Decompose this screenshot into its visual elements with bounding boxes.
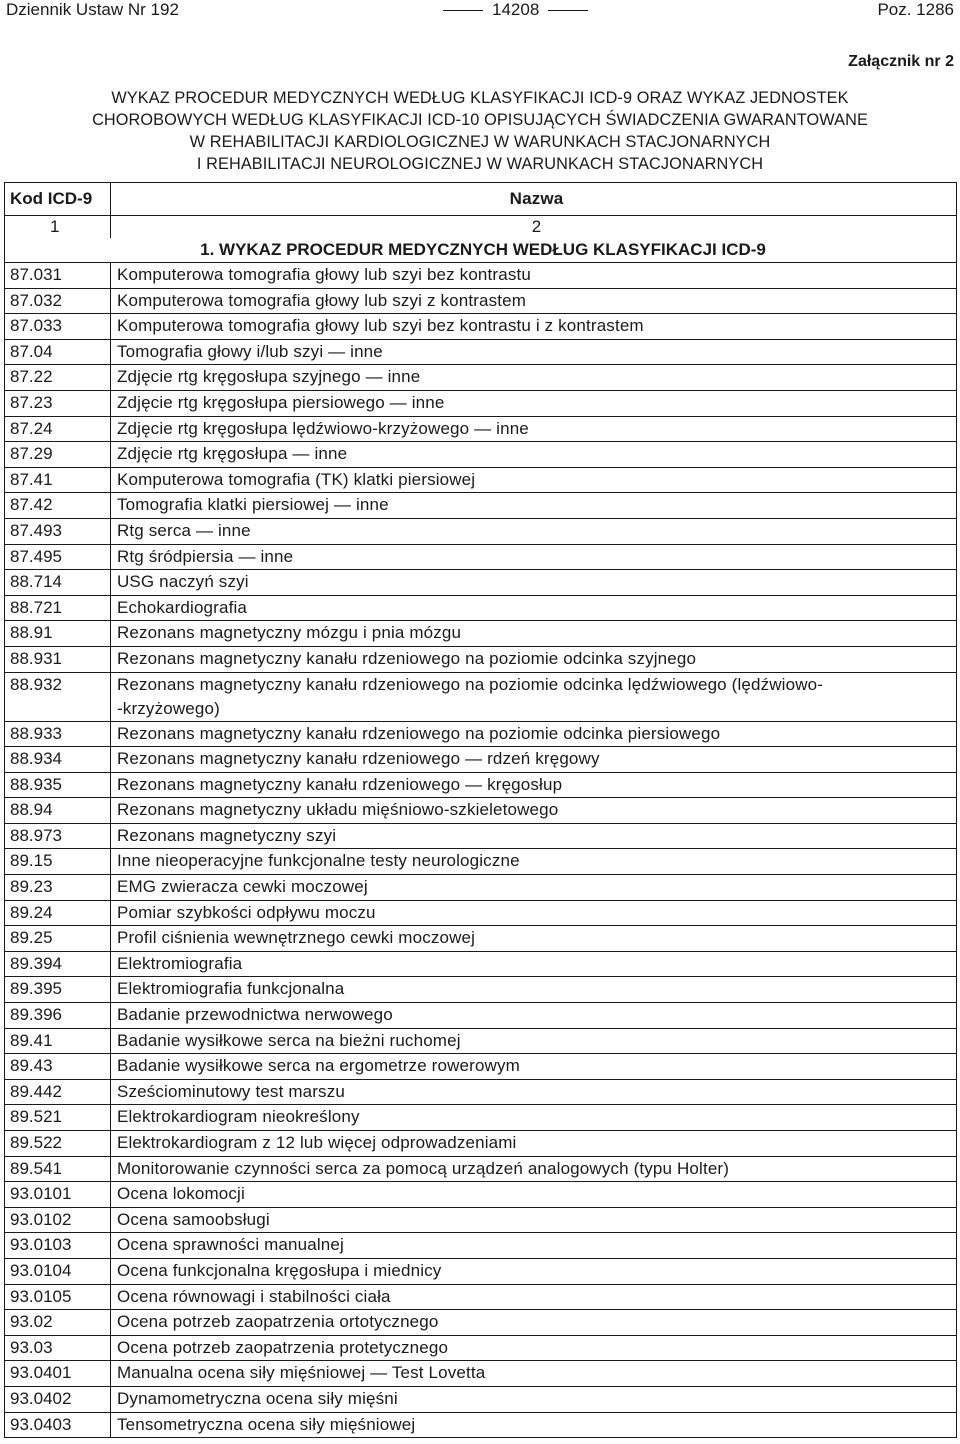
procedure-name: Tomografia głowy i/lub szyi — inne: [111, 339, 957, 365]
procedure-name: Ocena potrzeb zaopatrzenia ortotycznego: [111, 1310, 957, 1336]
table-row: [5, 339, 957, 365]
document-title: [0, 87, 960, 175]
procedure-code: 89.23: [5, 875, 111, 901]
procedure-name: Monitorowanie czynności serca za pomocą urządzeń analogowych (typu Holter): [111, 1156, 957, 1182]
table-row: [5, 1284, 957, 1310]
procedure-name: Komputerowa tomografia głowy lub szyi z kontrastem: [111, 288, 957, 314]
table-row: [5, 1258, 957, 1284]
procedure-code: 87.23: [5, 390, 111, 416]
procedure-code: 93.0402: [5, 1386, 111, 1412]
table-row: [5, 798, 957, 824]
procedure-code: 89.41: [5, 1028, 111, 1054]
procedure-code: 89.24: [5, 900, 111, 926]
procedure-name: Badanie przewodnictwa nerwowego: [111, 1003, 957, 1029]
table-row: [5, 314, 957, 340]
procedure-code: 89.25: [5, 926, 111, 952]
table-row: [5, 1386, 957, 1412]
procedure-name: Rtg serca — inne: [111, 518, 957, 544]
procedure-name: Rezonans magnetyczny kanału rdzeniowego na poziomie odcinka szyjnego: [111, 646, 957, 672]
table-row: [5, 1412, 957, 1438]
table-row: [5, 672, 957, 721]
procedure-code: 88.714: [5, 570, 111, 596]
procedure-code: 87.032: [5, 288, 111, 314]
procedure-code: 87.22: [5, 365, 111, 391]
procedure-code: 87.031: [5, 263, 111, 289]
table-row: [5, 1310, 957, 1336]
procedure-name: Ocena równowagi i stabilności ciała: [111, 1284, 957, 1310]
procedure-code: 87.033: [5, 314, 111, 340]
procedure-name: Sześciominutowy test marszu: [111, 1079, 957, 1105]
table-row: [5, 288, 957, 314]
procedure-code: 89.395: [5, 977, 111, 1003]
table-row: [5, 544, 957, 570]
procedure-code: 88.932: [5, 672, 111, 721]
table-row: [5, 1233, 957, 1259]
procedure-code: 93.0103: [5, 1233, 111, 1259]
table-header-row: [5, 183, 957, 216]
table-row: [5, 747, 957, 773]
procedure-name: Komputerowa tomografia głowy lub szyi bez kontrastu i z kontrastem: [111, 314, 957, 340]
table-row: [5, 595, 957, 621]
table-row: [5, 1335, 957, 1361]
procedure-name: Zdjęcie rtg kręgosłupa szyjnego — inne: [111, 365, 957, 391]
procedure-name: Rezonans magnetyczny układu mięśniowo-szkieletowego: [111, 798, 957, 824]
dash-left: [443, 10, 483, 11]
title-line: WYKAZ PROCEDUR MEDYCZNYCH WEDŁUG KLASYFIKACJI ICD-9 ORAZ WYKAZ JEDNOSTEK: [111, 89, 849, 107]
table-row: [5, 518, 957, 544]
table-row: [5, 721, 957, 747]
table-row: [5, 1105, 957, 1131]
table-row: [5, 1156, 957, 1182]
procedure-name: Rtg śródpiersia — inne: [111, 544, 957, 570]
table-row: [5, 1361, 957, 1387]
procedure-name: Rezonans magnetyczny mózgu i pnia mózgu: [111, 621, 957, 647]
table-row: [5, 493, 957, 519]
section-heading-row: [5, 238, 957, 263]
procedure-name: Rezonans magnetyczny kanału rdzeniowego — kręgosłup: [111, 772, 957, 798]
table-row: [5, 1028, 957, 1054]
procedure-name: Elektrokardiogram z 12 lub więcej odprowadzeniami: [111, 1131, 957, 1157]
procedure-name: Manualna ocena siły mięśniowej — Test Lovetta: [111, 1361, 957, 1387]
procedure-name: Ocena funkcjonalna kręgosłupa i miednicy: [111, 1258, 957, 1284]
procedure-code: 93.0101: [5, 1182, 111, 1208]
procedure-code: 89.541: [5, 1156, 111, 1182]
title-line: CHOROBOWYCH WEDŁUG KLASYFIKACJI ICD-10 OPISUJĄCYCH ŚWIADCZENIA GWARANTOWANE: [92, 111, 868, 129]
title-line: I REHABILITACJI NEUROLOGICZNEJ W WARUNKACH STACJONARNYCH: [196, 155, 764, 173]
procedure-name: Tensometryczna ocena siły mięśniowej: [111, 1412, 957, 1438]
procedure-name: Badanie wysiłkowe serca na ergometrze rowerowym: [111, 1054, 957, 1080]
column-number-row: [5, 216, 957, 239]
annex-label: Załącznik nr 2: [848, 53, 954, 70]
column-header-name: Nazwa: [111, 183, 957, 216]
procedure-code: 87.495: [5, 544, 111, 570]
procedure-code: 89.396: [5, 1003, 111, 1029]
column-header-code: Kod ICD-9: [5, 183, 111, 216]
procedure-name: USG naczyń szyi: [111, 570, 957, 596]
procedure-code: 89.43: [5, 1054, 111, 1080]
procedure-name: Zdjęcie rtg kręgosłupa — inne: [111, 442, 957, 468]
procedure-code: 93.0403: [5, 1412, 111, 1438]
position-number: Poz. 1286: [877, 0, 954, 19]
procedure-code: 87.29: [5, 442, 111, 468]
procedure-code: 93.0104: [5, 1258, 111, 1284]
procedure-name: EMG zwieracza cewki moczowej: [111, 875, 957, 901]
procedure-code: 88.933: [5, 721, 111, 747]
procedure-name: Rezonans magnetyczny kanału rdzeniowego na poziomie odcinka piersiowego: [111, 721, 957, 747]
procedure-code: 93.02: [5, 1310, 111, 1336]
table-row: [5, 926, 957, 952]
procedure-name: Komputerowa tomografia głowy lub szyi bez kontrastu: [111, 263, 957, 289]
table-row: [5, 390, 957, 416]
procedure-code: 87.24: [5, 416, 111, 442]
procedure-name: Rezonans magnetyczny szyi: [111, 823, 957, 849]
table-row: [5, 365, 957, 391]
procedure-name: Pomiar szybkości odpływu moczu: [111, 900, 957, 926]
procedure-name: Zdjęcie rtg kręgosłupa piersiowego — inne: [111, 390, 957, 416]
table-row: [5, 570, 957, 596]
procedure-code: 93.0105: [5, 1284, 111, 1310]
procedure-name: Rezonans magnetyczny kanału rdzeniowego na poziomie odcinka lędźwiowego (lędźwiowo- -krzyżowego): [111, 672, 957, 721]
procedure-code: 88.931: [5, 646, 111, 672]
procedure-name: Badanie wysiłkowe serca na bieżni ruchomej: [111, 1028, 957, 1054]
procedure-code: 89.394: [5, 951, 111, 977]
table-row: [5, 1207, 957, 1233]
procedure-name: Echokardiografia: [111, 595, 957, 621]
procedure-code: 88.973: [5, 823, 111, 849]
procedure-name: Elektrokardiogram nieokreślony: [111, 1105, 957, 1131]
table-row: [5, 823, 957, 849]
procedure-name: Elektromiografia funkcjonalna: [111, 977, 957, 1003]
table-row: [5, 1079, 957, 1105]
column-number-2: 2: [111, 216, 957, 239]
column-number-1: 1: [5, 216, 111, 239]
table-row: [5, 646, 957, 672]
table-row: [5, 1054, 957, 1080]
procedure-code: 88.94: [5, 798, 111, 824]
page-number-text: 14208: [492, 0, 540, 19]
procedure-name: Komputerowa tomografia (TK) klatki piersiowej: [111, 467, 957, 493]
table-row: [5, 621, 957, 647]
procedures-table: [4, 182, 957, 1438]
procedure-code: 88.935: [5, 772, 111, 798]
procedure-name: Profil ciśnienia wewnętrznego cewki moczowej: [111, 926, 957, 952]
procedure-code: 93.03: [5, 1335, 111, 1361]
table-row: [5, 900, 957, 926]
procedure-code: 89.521: [5, 1105, 111, 1131]
procedure-name: Elektromiografia: [111, 951, 957, 977]
procedure-code: 88.934: [5, 747, 111, 773]
table-row: [5, 849, 957, 875]
procedure-name: Inne nieoperacyjne funkcjonalne testy neurologiczne: [111, 849, 957, 875]
section-heading: 1. WYKAZ PROCEDUR MEDYCZNYCH WEDŁUG KLASYFIKACJI ICD-9: [5, 238, 957, 263]
procedure-name: Ocena samoobsługi: [111, 1207, 957, 1233]
procedure-name: Ocena lokomocji: [111, 1182, 957, 1208]
procedure-code: 87.04: [5, 339, 111, 365]
procedure-code: 87.493: [5, 518, 111, 544]
procedure-code: 87.42: [5, 493, 111, 519]
table-row: [5, 442, 957, 468]
table-row: [5, 1003, 957, 1029]
table-row: [5, 772, 957, 798]
procedure-code: 89.442: [5, 1079, 111, 1105]
table-row: [5, 951, 957, 977]
procedure-code: 88.91: [5, 621, 111, 647]
table-row: [5, 1182, 957, 1208]
page-header: [0, 0, 960, 24]
procedure-name: Ocena potrzeb zaopatrzenia protetycznego: [111, 1335, 957, 1361]
table-row: [5, 875, 957, 901]
procedure-code: 88.721: [5, 595, 111, 621]
procedure-code: 87.41: [5, 467, 111, 493]
page-number: [434, 0, 597, 20]
procedure-name: Ocena sprawności manualnej: [111, 1233, 957, 1259]
procedure-name: Zdjęcie rtg kręgosłupa lędźwiowo-krzyżowego — inne: [111, 416, 957, 442]
table-row: [5, 977, 957, 1003]
procedure-code: 89.15: [5, 849, 111, 875]
procedure-code: 93.0102: [5, 1207, 111, 1233]
table-row: [5, 1131, 957, 1157]
journal-title: Dziennik Ustaw Nr 192: [6, 0, 179, 19]
title-line: W REHABILITACJI KARDIOLOGICZNEJ W WARUNKACH STACJONARNYCH: [189, 133, 771, 151]
procedure-name: Dynamometryczna ocena siły mięśni: [111, 1386, 957, 1412]
table-row: [5, 467, 957, 493]
table-row: [5, 416, 957, 442]
table-row: [5, 263, 957, 289]
procedure-name: Tomografia klatki piersiowej — inne: [111, 493, 957, 519]
procedure-code: 93.0401: [5, 1361, 111, 1387]
procedure-name: Rezonans magnetyczny kanału rdzeniowego — rdzeń kręgowy: [111, 747, 957, 773]
dash-right: [548, 10, 588, 11]
procedure-code: 89.522: [5, 1131, 111, 1157]
